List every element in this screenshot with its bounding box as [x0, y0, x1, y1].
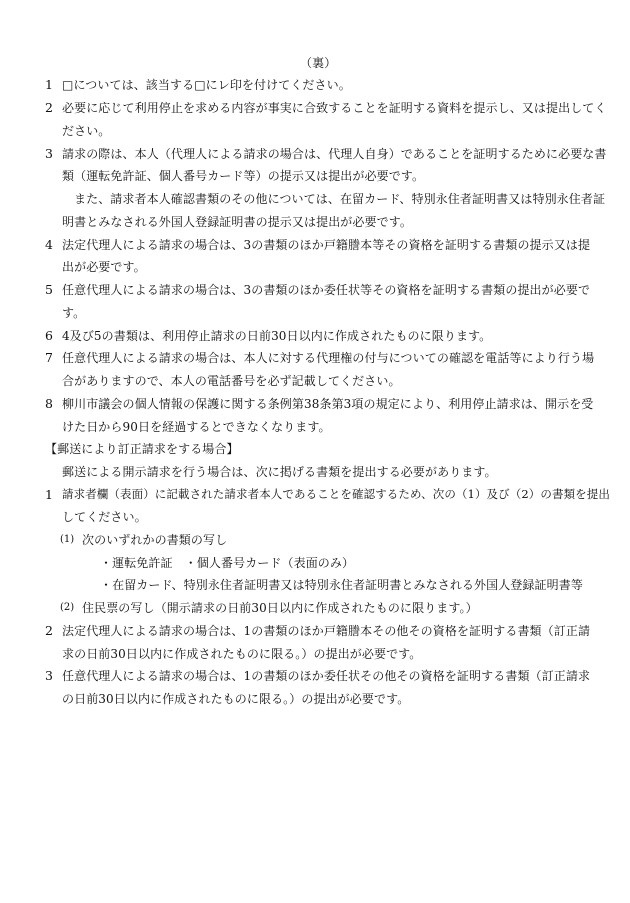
mail-sub-1-number: (1): [60, 534, 75, 545]
item-4-line-2: 出が必要です。: [62, 260, 146, 274]
item-4-number: 4: [45, 237, 53, 252]
item-5-line-1: 任意代理人による請求の場合は、3の書類のほか委任状等その資格を証明する書類の提出が必要で: [62, 283, 591, 297]
item-8-number: 8: [45, 396, 53, 411]
mail-sub-2-number: (2): [60, 602, 75, 613]
mail-item-1-line-1: 請求者欄（表面）に記載された請求者本人であることを確認するため、次の（1）及び（2）の書類を提出: [62, 487, 610, 501]
item-6-line-1: 4及び5の書類は、利用停止請求の日前30日以内に作成されたものに限ります。: [62, 329, 492, 343]
mail-sub-1-text: 次のいずれかの書類の写し: [82, 533, 228, 547]
mail-item-3-line-2: の日前30日以内に作成されたものに限る。）の提出が必要です。: [62, 692, 410, 706]
item-2-line-1: 必要に応じて利用停止を求める内容が事実に合致することを証明する資料を提示し、又は提出してく: [62, 101, 607, 115]
mail-item-3-line-1: 任意代理人による請求の場合は、1の書類のほか委任状その他その資格を証明する書類（訂正請求: [62, 669, 591, 683]
item-3-line-1: 請求の際は、本人（代理人による請求の場合は、代理人自身）であることを証明するために必要な書: [62, 147, 607, 161]
item-7-line-1: 任意代理人による請求の場合は、本人に対する代理権の付与についての確認を電話等により行う場: [62, 351, 595, 365]
mail-item-1-line-2: してください。: [62, 510, 147, 524]
item-8-line-1: 柳川市議会の個人情報の保護に関する条例第38条第3項の規定により、利用停止請求は、開示を受: [62, 397, 594, 411]
mail-section-intro: 郵送による開示請求を行う場合は、次に掲げる書類を提出する必要があります。: [62, 465, 497, 479]
item-1-line-1: □については、該当する□にレ印を付けてください。: [62, 78, 351, 92]
item-4-line-1: 法定代理人による請求の場合は、3の書類のほか戸籍謄本等その資格を証明する書類の提示又は提: [62, 238, 591, 252]
item-7-number: 7: [45, 350, 53, 365]
item-2-number: 2: [45, 100, 53, 115]
mail-sub-2-text: 住民票の写し（開示請求の日前30日以内に作成されたものに限ります。）: [82, 601, 478, 615]
item-2-line-2: ださい。: [62, 124, 111, 138]
mail-item-2-line-2: 求の日前30日以内に作成されたものに限る。）の提出が必要です。: [62, 647, 422, 661]
mail-bullet-2: ・在留カード、特別永住者証明書又は特別永住者証明書とみなされる外国人登録証明書等: [100, 578, 583, 592]
item-3-line-2: 類（運転免許証、個人番号カード等）の提示又は提出が必要です。: [62, 169, 425, 183]
mail-item-3-number: 3: [45, 668, 53, 683]
item-1-number: 1: [45, 77, 53, 92]
page-header: （裏）: [300, 56, 337, 70]
mail-bullet-1: ・運転免許証 ・個人番号カード（表面のみ）: [100, 556, 355, 570]
mail-item-2-number: 2: [45, 623, 53, 638]
item-5-line-2: す。: [62, 306, 86, 320]
mail-item-1-number: 1: [45, 487, 53, 502]
item-7-line-2: 合がありますので、本人の電話番号を必ず記載してください。: [62, 374, 401, 388]
item-8-line-2: けた日から90日を経過するとできなくなります。: [62, 420, 331, 434]
item-5-number: 5: [45, 282, 53, 297]
mail-section-heading: 【郵送により訂正請求をする場合】: [45, 442, 239, 456]
mail-item-2-line-1: 法定代理人による請求の場合は、1の書類のほか戸籍謄本その他その資格を証明する書類（訂正請: [62, 624, 591, 638]
item-3-line-4: 明書とみなされる外国人登録証明書の提示又は提出が必要です。: [62, 215, 412, 229]
item-3-number: 3: [45, 146, 53, 161]
item-6-number: 6: [45, 328, 53, 343]
item-3-line-3: また、請求者本人確認書類のその他については、在留カード、特別永住者証明書又は特別永住者証: [74, 192, 606, 206]
